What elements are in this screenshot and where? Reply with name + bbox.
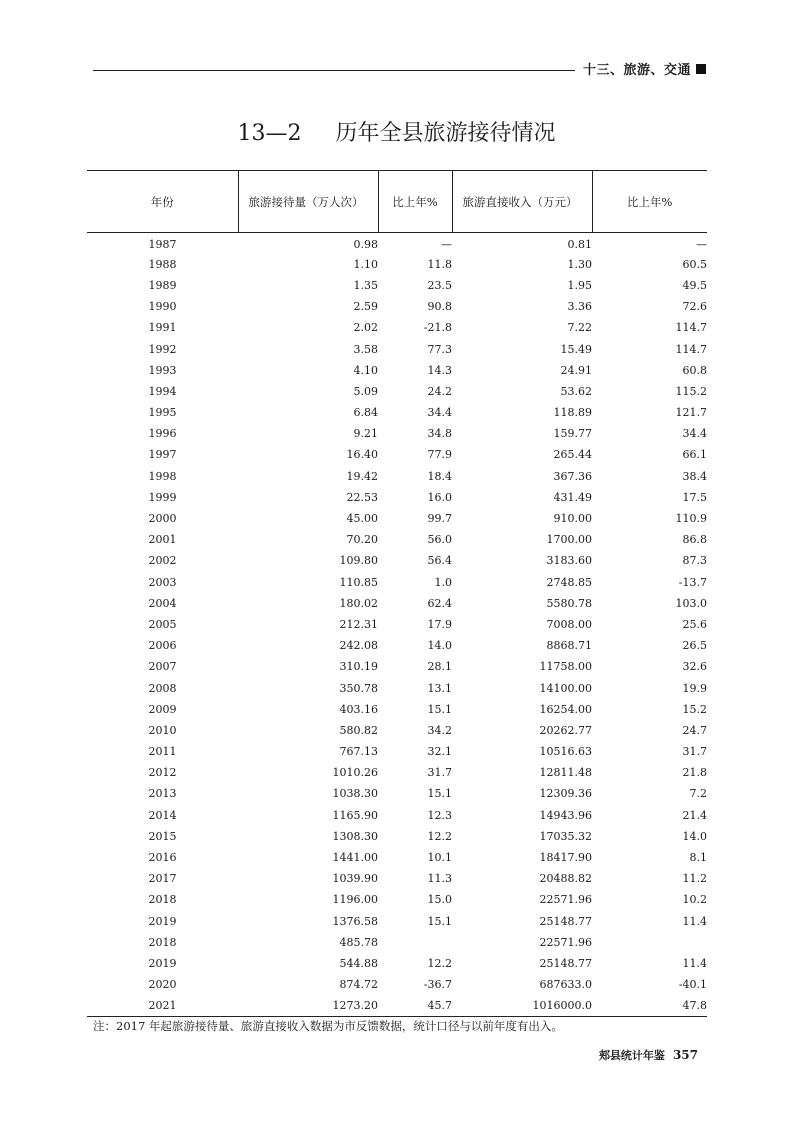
revenue-change-cell: 34.4 — [682, 427, 707, 441]
year-cell: 2014 — [148, 808, 177, 822]
year-cell: 2003 — [148, 575, 177, 589]
revenue-change-cell: 86.8 — [682, 533, 707, 547]
visitors-change-cell: 17.9 — [427, 617, 452, 631]
visitors-change-cell: 16.0 — [427, 490, 452, 504]
visitors-cell: 1.10 — [353, 257, 378, 271]
revenue-change-cell: 24.7 — [682, 723, 707, 737]
table-row — [87, 275, 707, 296]
table-row — [87, 932, 707, 953]
revenue-change-cell: — — [696, 237, 707, 251]
visitors-cell: 485.78 — [339, 935, 378, 949]
year-cell: 2011 — [148, 745, 177, 759]
column-header: 旅游直接收入（万元） — [452, 171, 592, 233]
year-cell: 2006 — [148, 639, 177, 653]
table-row — [87, 974, 707, 995]
table-number: 13—2 — [237, 121, 302, 146]
year-cell: 2012 — [148, 766, 177, 780]
visitors-change-cell: -21.8 — [423, 321, 452, 335]
visitors-cell: 109.80 — [339, 554, 378, 568]
visitors-cell: 1273.20 — [238, 995, 378, 1016]
revenue-change-cell: 103.0 — [675, 596, 707, 610]
revenue-cell: 910.00 — [553, 512, 592, 526]
table-row — [87, 762, 707, 783]
revenue-cell: 17035.32 — [539, 829, 592, 843]
visitors-cell: 6.84 — [353, 406, 378, 420]
visitors-cell: 767.13 — [339, 745, 378, 759]
visitors-cell: 22.53 — [346, 490, 378, 504]
visitors-cell: 1039.90 — [332, 872, 378, 886]
revenue-change-cell: 11.4 — [682, 914, 707, 928]
visitors-change-cell: 24.2 — [427, 384, 452, 398]
revenue-cell: 7008.00 — [546, 617, 592, 631]
revenue-change-cell: 66.1 — [682, 448, 707, 462]
year-cell: 1987 — [148, 237, 177, 251]
revenue-change-cell: 11.4 — [682, 956, 707, 970]
revenue-cell: 7.22 — [567, 321, 592, 335]
table-row — [87, 381, 707, 402]
revenue-cell: 15.49 — [560, 342, 592, 356]
revenue-change-cell: 49.5 — [682, 278, 707, 292]
year-cell: 1995 — [148, 406, 177, 420]
year-cell: 1994 — [148, 384, 177, 398]
visitors-change-cell: 28.1 — [427, 660, 452, 674]
year-cell: 2021 — [87, 995, 238, 1016]
revenue-change-cell: 19.9 — [682, 681, 707, 695]
revenue-cell: 265.44 — [553, 448, 592, 462]
revenue-change-cell: 8.1 — [689, 851, 707, 865]
revenue-cell: 367.36 — [553, 469, 592, 483]
table-row — [87, 677, 707, 698]
visitors-change-cell: 56.0 — [427, 533, 452, 547]
visitors-change-cell: 34.8 — [427, 427, 452, 441]
revenue-change-cell: 14.0 — [682, 829, 707, 843]
visitors-change-cell: 99.7 — [427, 512, 452, 526]
visitors-change-cell: 12.3 — [427, 808, 452, 822]
table-row — [87, 847, 707, 868]
visitors-cell: 16.40 — [346, 448, 378, 462]
revenue-change-cell: 72.6 — [682, 300, 707, 314]
visitors-cell: 874.72 — [339, 978, 378, 992]
footnote: 注：2017 年起旅游接待量、旅游直接收入数据为市反馈数据，统计口径与以前年度有出入。 — [93, 1019, 563, 1033]
revenue-change-cell: 7.2 — [689, 787, 707, 801]
visitors-cell: 110.85 — [339, 575, 378, 589]
page-title — [0, 116, 793, 147]
visitors-change-cell: 18.4 — [427, 469, 452, 483]
year-cell: 2015 — [148, 829, 177, 843]
visitors-change-cell: 77.3 — [427, 342, 452, 356]
revenue-change-cell: 60.8 — [682, 363, 707, 377]
visitors-cell: 212.31 — [339, 617, 378, 631]
section-title: 十三、旅游、交通 — [583, 63, 692, 78]
visitors-cell: 2.02 — [353, 321, 378, 335]
table-row — [87, 550, 707, 571]
revenue-cell: 1016000.0 — [452, 995, 592, 1016]
visitors-change-cell: 90.8 — [427, 300, 452, 314]
visitors-change-cell: 34.2 — [427, 723, 452, 737]
year-cell: 1990 — [148, 300, 177, 314]
table-row — [87, 529, 707, 550]
revenue-cell: 22571.96 — [539, 893, 592, 907]
table-row — [87, 317, 707, 338]
table-row — [87, 656, 707, 677]
table-row — [87, 466, 707, 487]
year-cell: 2007 — [148, 660, 177, 674]
year-cell: 2017 — [148, 872, 177, 886]
revenue-change-cell — [592, 932, 707, 953]
column-header: 比上年% — [592, 171, 707, 233]
table-row — [87, 614, 707, 635]
revenue-change-cell: 15.2 — [682, 702, 707, 716]
revenue-cell: 20262.77 — [539, 723, 592, 737]
visitors-cell: 580.82 — [339, 723, 378, 737]
revenue-cell: 10516.63 — [539, 745, 592, 759]
table-row — [87, 487, 707, 508]
year-cell: 2005 — [148, 617, 177, 631]
year-cell: 1991 — [148, 321, 177, 335]
revenue-cell: 25148.77 — [539, 914, 592, 928]
revenue-cell: 8868.71 — [546, 639, 592, 653]
visitors-cell: 3.58 — [353, 342, 378, 356]
year-cell: 2001 — [148, 533, 177, 547]
revenue-cell: 18417.90 — [539, 851, 592, 865]
visitors-change-cell: 56.4 — [427, 554, 452, 568]
visitors-change-cell: 15.1 — [427, 702, 452, 716]
revenue-cell: 1.30 — [567, 257, 592, 271]
year-cell: 1988 — [148, 257, 177, 271]
table-row — [87, 572, 707, 593]
visitors-cell: 350.78 — [339, 681, 378, 695]
visitors-cell: 1376.58 — [332, 914, 378, 928]
table-row — [87, 868, 707, 889]
visitors-change-cell: -36.7 — [423, 978, 452, 992]
visitors-change-cell: 31.7 — [427, 766, 452, 780]
visitors-cell: 19.42 — [346, 469, 378, 483]
visitors-change-cell: 15.1 — [427, 787, 452, 801]
year-cell: 2004 — [148, 596, 177, 610]
visitors-cell: 1308.30 — [332, 829, 378, 843]
yearbook-name: 郏县统计年鉴 — [598, 1049, 665, 1062]
table-row — [87, 444, 707, 465]
revenue-cell: 14943.96 — [539, 808, 592, 822]
revenue-change-cell: 21.4 — [682, 808, 707, 822]
year-cell: 2018 — [148, 935, 177, 949]
revenue-cell: 14100.00 — [539, 681, 592, 695]
year-cell: 1997 — [148, 448, 177, 462]
visitors-change-cell: 15.1 — [427, 914, 452, 928]
year-cell: 1998 — [148, 469, 177, 483]
table-row — [87, 360, 707, 381]
visitors-cell: 544.88 — [339, 956, 378, 970]
revenue-cell: 3183.60 — [546, 554, 592, 568]
year-cell: 2000 — [148, 512, 177, 526]
year-cell: 1996 — [148, 427, 177, 441]
visitors-change-cell: 77.9 — [427, 448, 452, 462]
revenue-change-cell: 25.6 — [682, 617, 707, 631]
square-icon — [696, 64, 706, 74]
revenue-cell: 5580.78 — [546, 596, 592, 610]
table-row — [87, 741, 707, 762]
table-title: 历年全县旅游接待情况 — [335, 121, 556, 146]
year-cell: 1992 — [148, 342, 177, 356]
year-cell: 1999 — [148, 490, 177, 504]
revenue-change-cell: 87.3 — [682, 554, 707, 568]
table-row — [87, 911, 707, 932]
visitors-change-cell: 11.8 — [427, 257, 452, 271]
revenue-cell: 159.77 — [553, 427, 592, 441]
visitors-change-cell: — — [441, 237, 452, 251]
visitors-change-cell: 32.1 — [427, 745, 452, 759]
revenue-change-cell: 10.2 — [682, 893, 707, 907]
year-cell: 2008 — [148, 681, 177, 695]
revenue-change-cell: 114.7 — [675, 321, 707, 335]
revenue-change-cell: 38.4 — [682, 469, 707, 483]
revenue-change-cell: 31.7 — [682, 745, 707, 759]
visitors-change-cell: 23.5 — [427, 278, 452, 292]
page-footer — [599, 1047, 698, 1063]
visitors-cell: 180.02 — [339, 596, 378, 610]
revenue-change-cell: 60.5 — [682, 257, 707, 271]
revenue-cell: 1700.00 — [546, 533, 592, 547]
table-row — [87, 889, 707, 910]
table-row — [87, 720, 707, 741]
year-cell: 2019 — [148, 914, 177, 928]
table-row — [87, 635, 707, 656]
column-header: 年份 — [87, 171, 238, 233]
visitors-change-cell: 10.1 — [427, 851, 452, 865]
tourism-table — [87, 170, 707, 1017]
year-cell: 2010 — [148, 723, 177, 737]
visitors-cell: 9.21 — [353, 427, 378, 441]
visitors-cell: 1010.26 — [332, 766, 378, 780]
revenue-change-cell: 26.5 — [682, 639, 707, 653]
visitors-change-cell: 1.0 — [434, 575, 452, 589]
visitors-cell: 0.98 — [353, 237, 378, 251]
revenue-change-cell: -40.1 — [678, 978, 707, 992]
revenue-change-cell: 110.9 — [675, 512, 707, 526]
year-cell: 1993 — [148, 363, 177, 377]
visitors-change-cell: 12.2 — [427, 956, 452, 970]
table-header-row — [87, 171, 707, 233]
header-rule — [93, 70, 575, 71]
revenue-cell: 22571.96 — [539, 935, 592, 949]
year-cell: 2020 — [148, 978, 177, 992]
visitors-change-cell: 62.4 — [427, 596, 452, 610]
revenue-cell: 3.36 — [567, 300, 592, 314]
revenue-change-cell: 11.2 — [682, 872, 707, 886]
revenue-cell: 0.81 — [567, 237, 592, 251]
revenue-cell: 431.49 — [553, 490, 592, 504]
table-body — [87, 233, 707, 1017]
table-row — [87, 296, 707, 317]
revenue-change-cell: 47.8 — [592, 995, 707, 1016]
revenue-change-cell: 121.7 — [675, 406, 707, 420]
visitors-change-cell: 14.0 — [427, 639, 452, 653]
table-row — [87, 254, 707, 275]
visitors-cell: 403.16 — [339, 702, 378, 716]
table-row — [87, 995, 707, 1016]
year-cell: 1989 — [148, 278, 177, 292]
visitors-cell: 1165.90 — [332, 808, 378, 822]
revenue-cell: 687633.0 — [539, 978, 592, 992]
table-row — [87, 423, 707, 444]
revenue-cell: 11758.00 — [539, 660, 592, 674]
revenue-change-cell: -13.7 — [678, 575, 707, 589]
revenue-change-cell: 115.2 — [675, 384, 707, 398]
visitors-cell: 1.35 — [353, 278, 378, 292]
visitors-cell: 1038.30 — [332, 787, 378, 801]
visitors-cell: 4.10 — [353, 363, 378, 377]
column-header: 比上年% — [378, 171, 452, 233]
revenue-cell: 20488.82 — [539, 872, 592, 886]
visitors-cell: 1196.00 — [332, 893, 378, 907]
visitors-cell: 310.19 — [339, 660, 378, 674]
revenue-cell: 12309.36 — [539, 787, 592, 801]
visitors-change-cell: 12.2 — [427, 829, 452, 843]
revenue-cell: 118.89 — [553, 406, 592, 420]
table-row — [87, 402, 707, 423]
revenue-cell: 53.62 — [560, 384, 592, 398]
year-cell: 2018 — [148, 893, 177, 907]
visitors-change-cell: 13.1 — [427, 681, 452, 695]
visitors-cell: 5.09 — [353, 384, 378, 398]
visitors-cell: 242.08 — [339, 639, 378, 653]
visitors-cell: 70.20 — [346, 533, 378, 547]
revenue-cell: 16254.00 — [539, 702, 592, 716]
revenue-cell: 25148.77 — [539, 956, 592, 970]
section-header — [583, 59, 706, 78]
year-cell: 2016 — [148, 851, 177, 865]
table-row — [87, 338, 707, 359]
year-cell: 2002 — [148, 554, 177, 568]
table-row — [87, 826, 707, 847]
revenue-change-cell: 21.8 — [682, 766, 707, 780]
revenue-cell: 12811.48 — [539, 766, 592, 780]
visitors-change-cell: 15.0 — [427, 893, 452, 907]
visitors-change-cell: 34.4 — [427, 406, 452, 420]
table-row — [87, 233, 707, 254]
table-row — [87, 783, 707, 804]
visitors-change-cell: 14.3 — [427, 363, 452, 377]
table-row — [87, 805, 707, 826]
visitors-change-cell — [378, 932, 452, 953]
table-row — [87, 953, 707, 974]
year-cell: 2009 — [148, 702, 177, 716]
revenue-cell: 1.95 — [567, 278, 592, 292]
visitors-change-cell: 45.7 — [378, 995, 452, 1016]
revenue-cell: 2748.85 — [546, 575, 592, 589]
page-number: 357 — [672, 1048, 698, 1062]
column-header: 旅游接待量（万人次） — [238, 171, 378, 233]
visitors-change-cell: 11.3 — [427, 872, 452, 886]
revenue-change-cell: 114.7 — [675, 342, 707, 356]
revenue-cell: 24.91 — [560, 363, 592, 377]
year-cell: 2013 — [148, 787, 177, 801]
table-row — [87, 508, 707, 529]
visitors-cell: 2.59 — [353, 300, 378, 314]
visitors-cell: 45.00 — [346, 512, 378, 526]
visitors-cell: 1441.00 — [332, 851, 378, 865]
table-row — [87, 593, 707, 614]
year-cell: 2019 — [148, 956, 177, 970]
revenue-change-cell: 32.6 — [682, 660, 707, 674]
revenue-change-cell: 17.5 — [682, 490, 707, 504]
table-row — [87, 699, 707, 720]
